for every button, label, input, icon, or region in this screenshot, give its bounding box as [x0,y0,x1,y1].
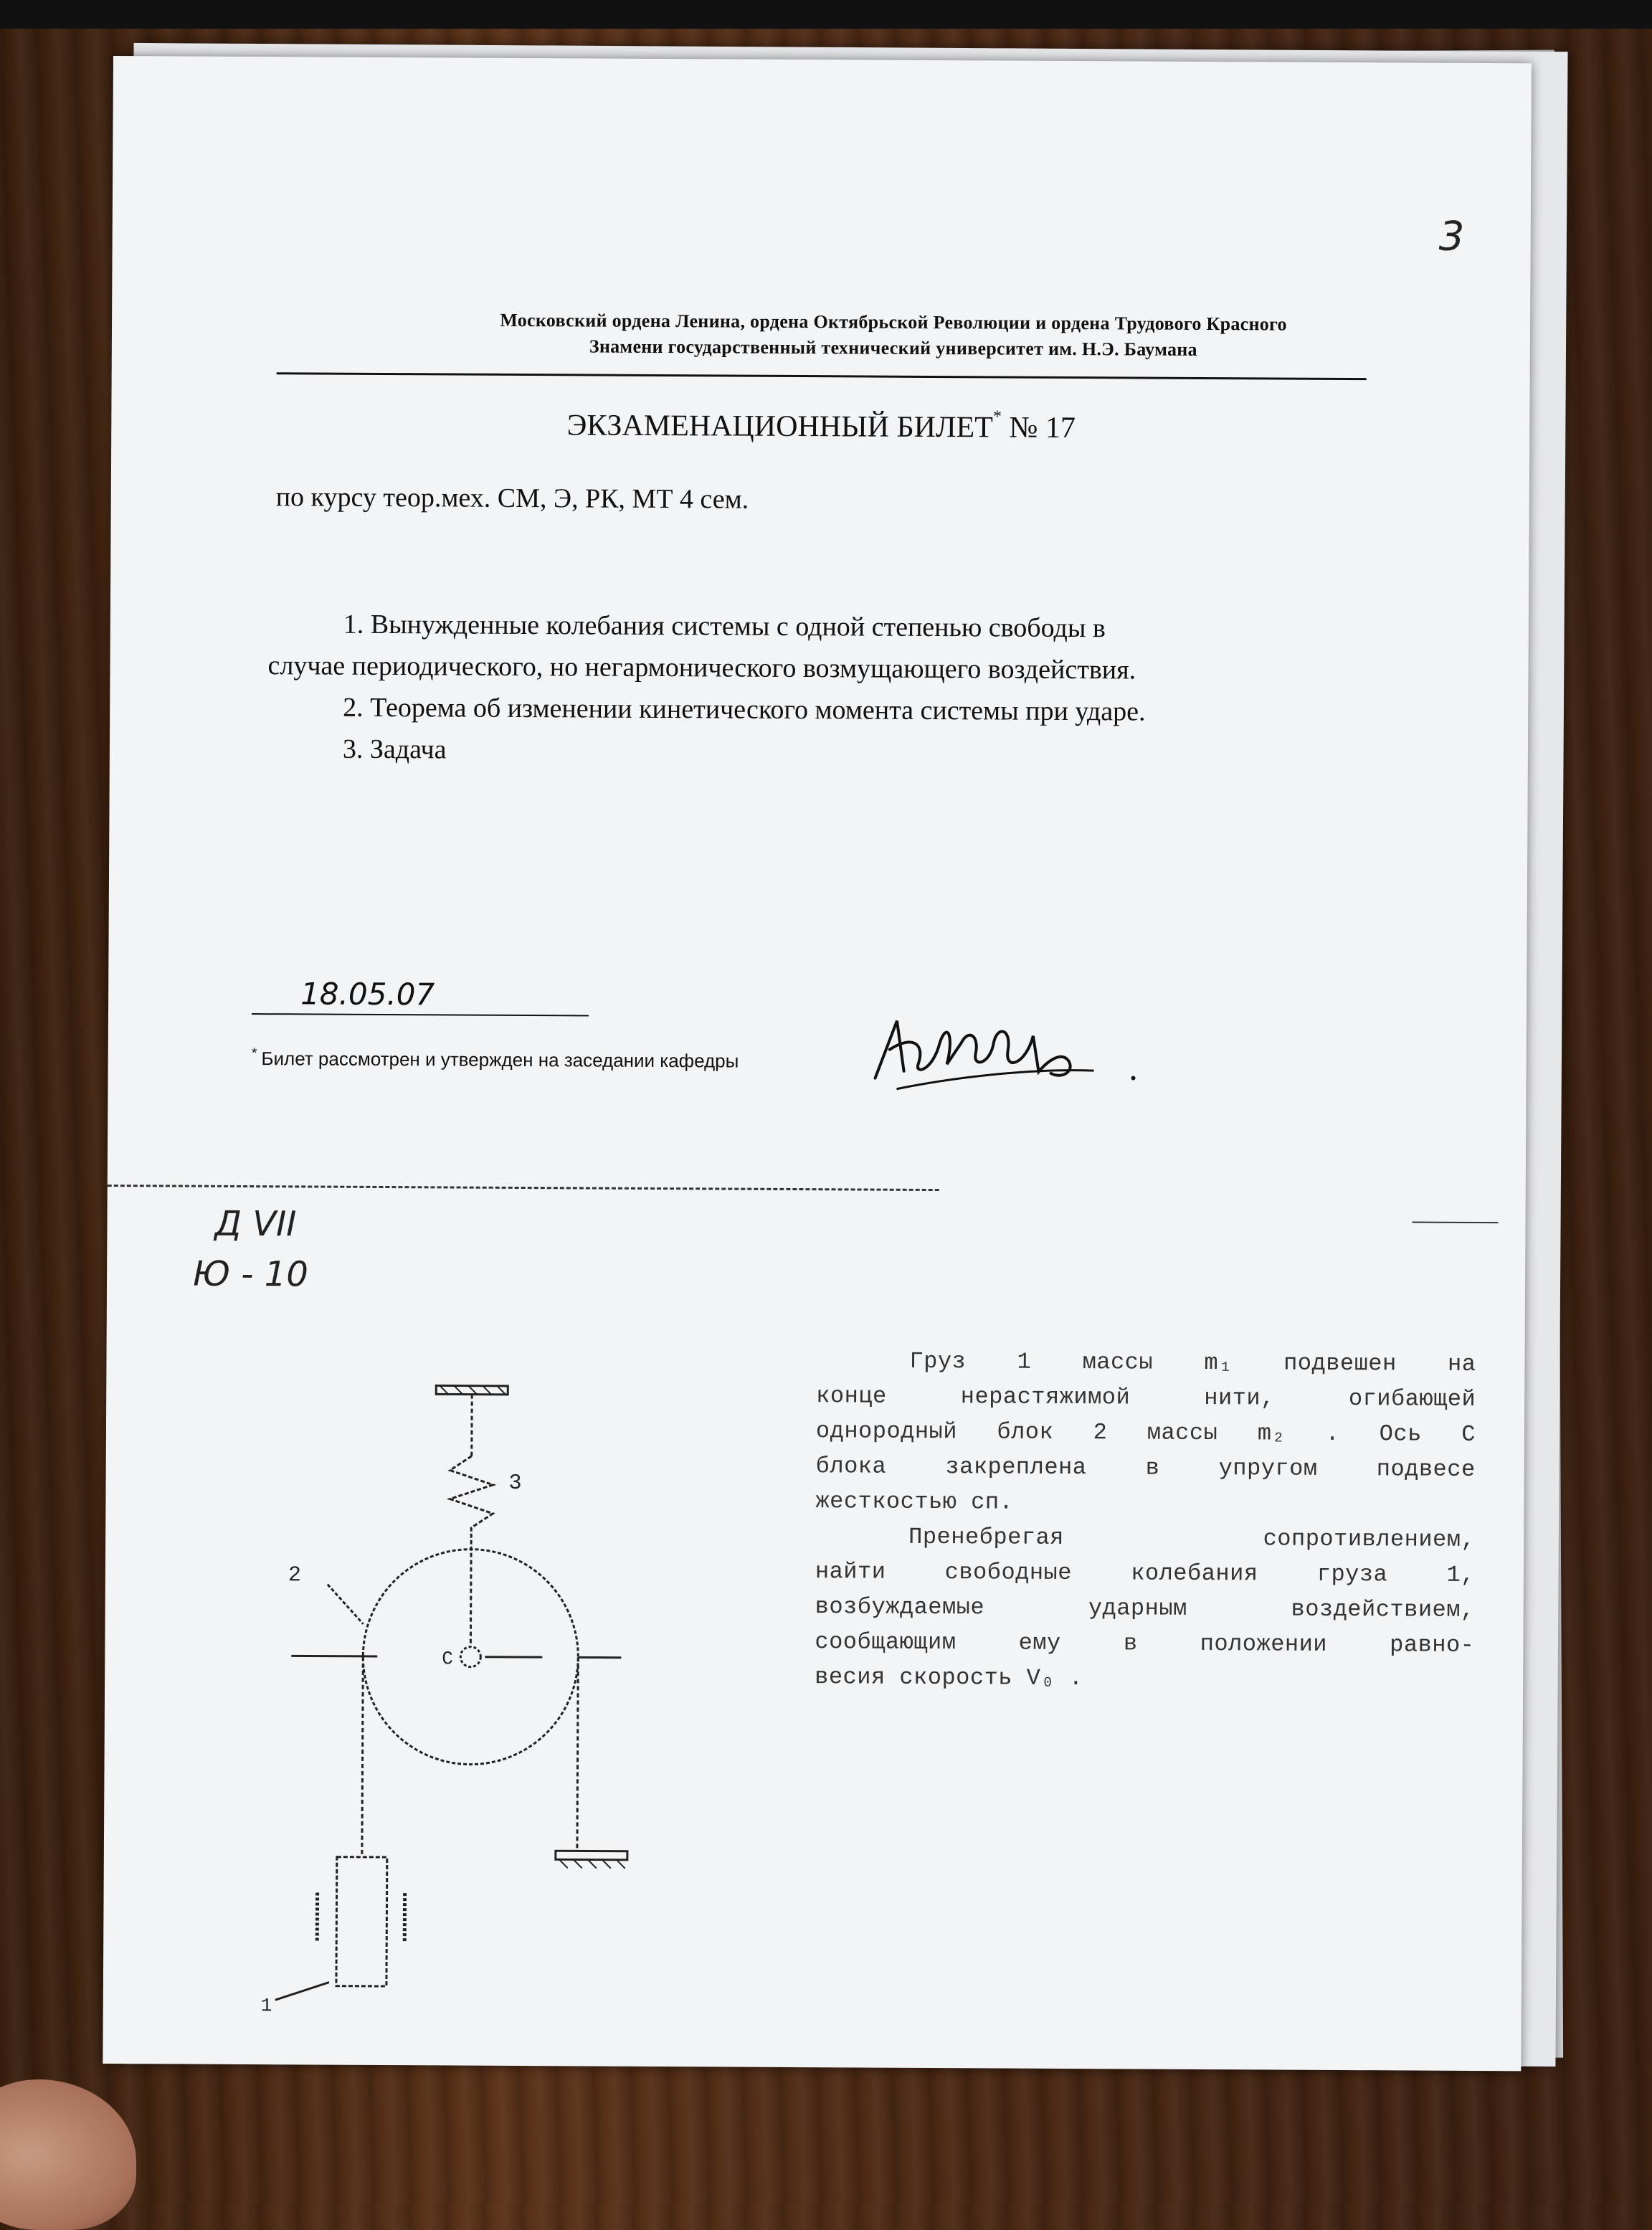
problem-statement [815,1343,1476,1698]
signature-image [846,992,1148,1101]
problem-line: блока закреплена в упругом подвесе [816,1448,1476,1487]
question-3: 3. Задача [267,728,1443,776]
approval-note-text: Билет рассмотрен и утвержден на заседании кафедры [261,1048,739,1071]
finger [0,2079,136,2230]
course-line: по курсу теор.мех. СМ, Э, РК, МТ 4 сем. [276,481,749,515]
problem-line: сообщающим ему в положении равно- [815,1624,1474,1663]
problem-line: Груз 1 массы m₁ подвешен на [816,1343,1476,1382]
dark-background-strip [0,0,1652,29]
university-line-1: Московский ордена Ленина, ордена Октябрьской Революции и ордена Трудового Красного [327,307,1460,338]
label-block: 2 [288,1563,301,1588]
header-rule [277,372,1367,380]
load-body [336,1857,387,1986]
handwritten-variant: Д VII [214,1204,296,1245]
question-1-line-2: случае периодического, но негармонического возмущающего воздействия. [267,645,1443,693]
cut-line [108,1185,939,1192]
page-number: 3 [1439,214,1465,260]
block-axis [460,1647,480,1667]
question-list [267,603,1444,776]
problem-line: конце нерастяжимой нити, огибающей [816,1378,1476,1417]
problem-line: возбуждаемые ударным воздействием, [815,1589,1475,1628]
spring [450,1456,493,1552]
problem-line: жесткостью cп. [815,1484,1475,1522]
label-load: 1 [261,1995,272,2016]
problem-line: найти свободные колебания груза 1, [815,1554,1475,1593]
question-2: 2. Теорема об изменении кинетического момента системы при ударе. [267,686,1443,734]
ticket-number: № 17 [1009,412,1076,445]
university-line-2: Знамени государственный технический университет им. Н.Э. Баумана [327,333,1460,364]
approval-note [252,1048,739,1073]
approval-note-mark: * [252,1045,257,1061]
date-underline [252,1013,589,1016]
ticket-title [276,407,1366,447]
block-circle [363,1549,579,1765]
handwritten-code: Ю - 10 [193,1254,308,1295]
short-rule [1413,1222,1499,1224]
approval-date: 18.05.07 [300,976,435,1012]
university-header [327,307,1460,364]
problem-line: Пренебрегая сопротивлением, [815,1519,1475,1557]
ticket-title-text: ЭКЗАМЕНАЦИОННЫЙ БИЛЕТ [567,409,993,444]
label-spring: 3 [508,1471,521,1496]
mechanism-diagram [261,1347,781,1996]
problem-line: весия скорость V₀ . [815,1659,1474,1698]
exam-ticket-page [103,56,1532,2071]
question-1-line-1: 1. Вынужденные колебания системы с одной степенью свободы в [268,603,1444,651]
ticket-title-mark: * [993,407,1002,426]
problem-line: однородный блок 2 массы m₂ . Ось С [816,1413,1476,1452]
ground-support [556,1851,627,1860]
label-center: C [442,1648,453,1669]
